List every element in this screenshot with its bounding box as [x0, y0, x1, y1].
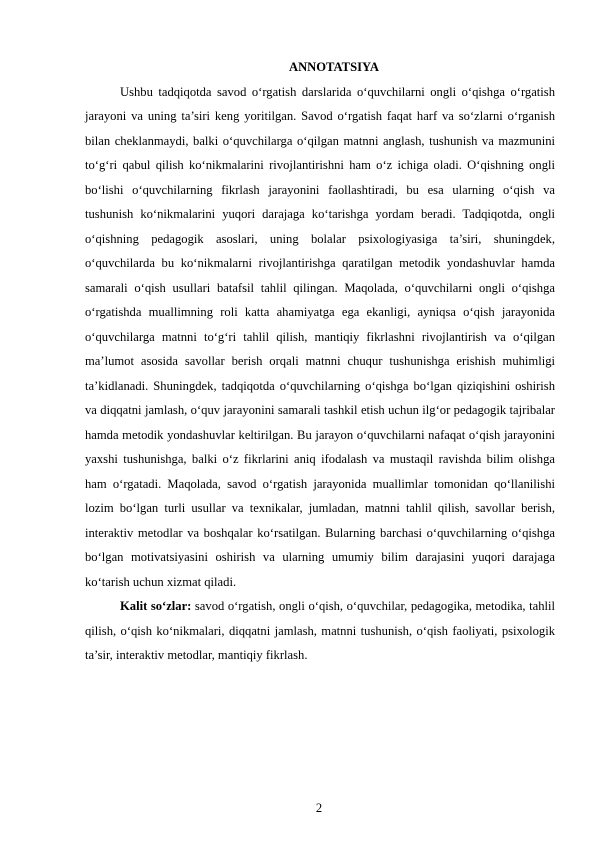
abstract-paragraph: Ushbu tadqiqotda savod o‘rgatish darslarida o‘quvchilarni ongli o‘qishga o‘rgatish jarayoni va uning ta’siri keng yoritilgan. Savod o‘rgatish faqat harf va so‘zlarni o‘rganish bilan cheklanmaydi, balki o‘quvchilarga o‘qilgan matnni anglash, tushunish va mazmunini to‘g‘ri qabul qilish ko‘nikmalarini rivojlantirishni ham o‘z ichiga oladi. O‘qishning ongli bo‘lishi o‘quvchilarning fikrlash jarayonini faollashtiradi, bu esa ularning o‘qish va tushunish ko‘nikmalarini yuqori darajaga ko‘tarishga yordam beradi. Tadqiqotda, ongli o‘qishning pedagogik asoslari, uning bolalar psixologiyasiga ta’siri, shuningdek, o‘quvchilarda bu ko‘nikmalarni rivojlantirishga qaratilgan metodik yondashuvlar hamda samarali o‘qish usullari batafsil tahlil qilingan. Maqolada, o‘quvchilarni ongli o‘qishga o‘rgatishda muallimning roli katta ahamiyatga ega ekanligi, ayniqsa o‘qish jarayonida o‘quvchilarga matnni to‘g‘ri tahlil qilish, mantiqiy fikrlashni rivojlantirish va o‘qilgan ma’lumot asosida savollar berish orqali matnni chuqur tushunishga erishish muhimligi ta’kidlanadi. Shuningdek, tadqiqotda o‘quvchilarning o‘qishga bo‘lgan qiziqishini oshirish va diqqatni jamlash, o‘quv jarayonini samarali tashkil etish uchun ilg‘or pedagogik tajribalar hamda metodik yondashuvlar keltirilgan. Bu jarayon o‘quvchilarni nafaqat o‘qish jarayonini yaxshi tushunishga, balki o‘z fikrlarini aniq ifodalash va mustaqil ravishda bilim olishga ham o‘rgatadi. Maqolada, savod o‘rgatish jarayonida muallimlar tomonidan qo‘llanilishi lozim bo‘lgan turli usullar va texnikalar, jumladan, matnni tahlil qilish, savollar berish, interaktiv metodlar va boshqalar ko‘rsatilgan. Bularning barchasi o‘quvchilarning o‘qishga bo‘lgan motivatsiyasini oshirish va ularning umumiy bilim darajasini yuqori darajaga ko‘tarish uchun xizmat qiladi.	[85, 84, 555, 589]
keywords-paragraph	[85, 594, 555, 668]
keywords-label: Kalit so‘zlar:	[120, 599, 192, 613]
document-body	[85, 55, 555, 668]
page-number: 2	[315, 801, 323, 815]
annotation-title: ANNOTATSIYA	[288, 60, 380, 74]
keywords-text: savod o‘rgatish, ongli o‘qish, o‘quvchilar, pedagogika, metodika, tahlil qilish, o‘qish ko‘nikmalari, diqqatni jamlash, matnni tushunish, o‘qish faoliyati, psixologik ta’sir, interaktiv metodlar, mantiqiy fikrlash.	[85, 599, 555, 662]
